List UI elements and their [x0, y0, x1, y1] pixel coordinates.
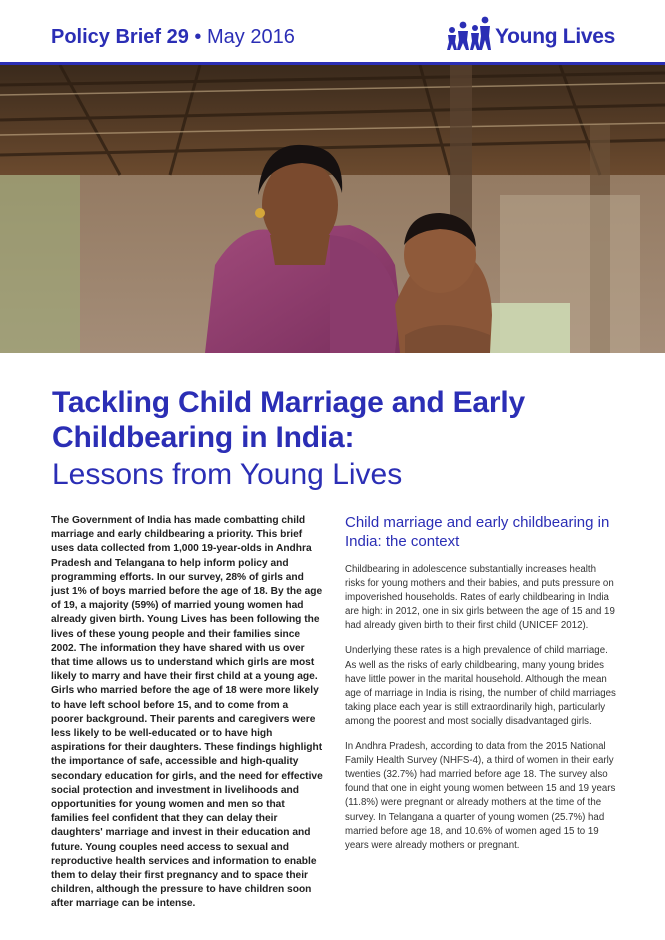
context-paragraph: Childbearing in adolescence substantially increases health risks for young mothers and their babies, and puts pressure on impoverished households. Rates of early childbearing in India are high: in 2012, one in six girls between the age of 15 and 19 had already given birth to their first child (UNICEF 2012).	[345, 564, 615, 632]
summary-text: The Government of India has made combatting child marriage and early childbearing a priority. This brief uses data collected from 1,000 19-year-olds in Andhra Pradesh and Telangana to help inform policy and programming efforts. In our survey, 28% of girls and just 1% of boys married before the age of 18. By the age of 19, a majority (59%) of married young women had already given birth. Young Lives has been following the lives of these young people and their families since 2002. The information they have shared with us over that time allows us to understand which girls are most likely to marry and have their first child at a young age. Girls who married before the age of 18 were more likely to have left school before 15, and to come from a poorer background. Their parents and caregivers were less likely to be well-educated or to have high aspirations for their daughters. These findings highlight the importance of safe, accessible and high-quality secondary education for girls, and the need for effective social protection and investment in livelihoods and opportunities for young women and men so that families feel confident that they can delay their daughters' marriage and invest in their education and future. Young couples need access to sexual and reproductive health services and information to enable them to delay their first pregnancy and to space their children, although the pressure to have children soon after marriage can be intense.	[51, 515, 323, 910]
policy-brief-label	[51, 26, 295, 49]
context-paragraph: In Andhra Pradesh, according to data from the 2015 National Family Health Survey (NHFS-4), a third of women in their early twenties (32.7%) had married before age 18. The survey also found that one in eight young women between 15 and 19 years (11.8%) were pregnant or already mothers at the time of the survey. In Telangana a quarter of young women (25.7%) had married before age 18, and 10.6% of women aged 15 to 19 years were already mothers or pregnant.	[345, 741, 616, 851]
page-subtitle: Lessons from Young Lives	[52, 458, 403, 491]
page-title: Tackling Child Marriage and Early Childbearing in India:	[52, 386, 525, 454]
young-lives-logo[interactable]	[445, 14, 615, 50]
hero-photo	[0, 65, 665, 353]
title-block	[52, 385, 632, 493]
separator-dot: •	[194, 26, 202, 48]
mother-and-child-photo	[0, 65, 665, 353]
context-section	[345, 513, 617, 864]
people-logo-icon	[445, 16, 491, 50]
brand-name: Young Lives	[495, 25, 615, 48]
context-paragraph: Underlying these rates is a high prevalence of child marriage. As well as the risks of early childbearing, many young brides have little power in the marital household. Although the mean age of marriage in India is rising, the number of child marriages taking place each year is still extraordinarily high, particularly among the poorest and most socially disadvantaged girls.	[345, 645, 616, 727]
page-header	[0, 0, 665, 66]
issue-date: May 2016	[206, 26, 295, 48]
series-label: Policy Brief 29	[51, 26, 189, 48]
section-heading: Child marriage and early childbearing in India: the context	[345, 514, 610, 550]
